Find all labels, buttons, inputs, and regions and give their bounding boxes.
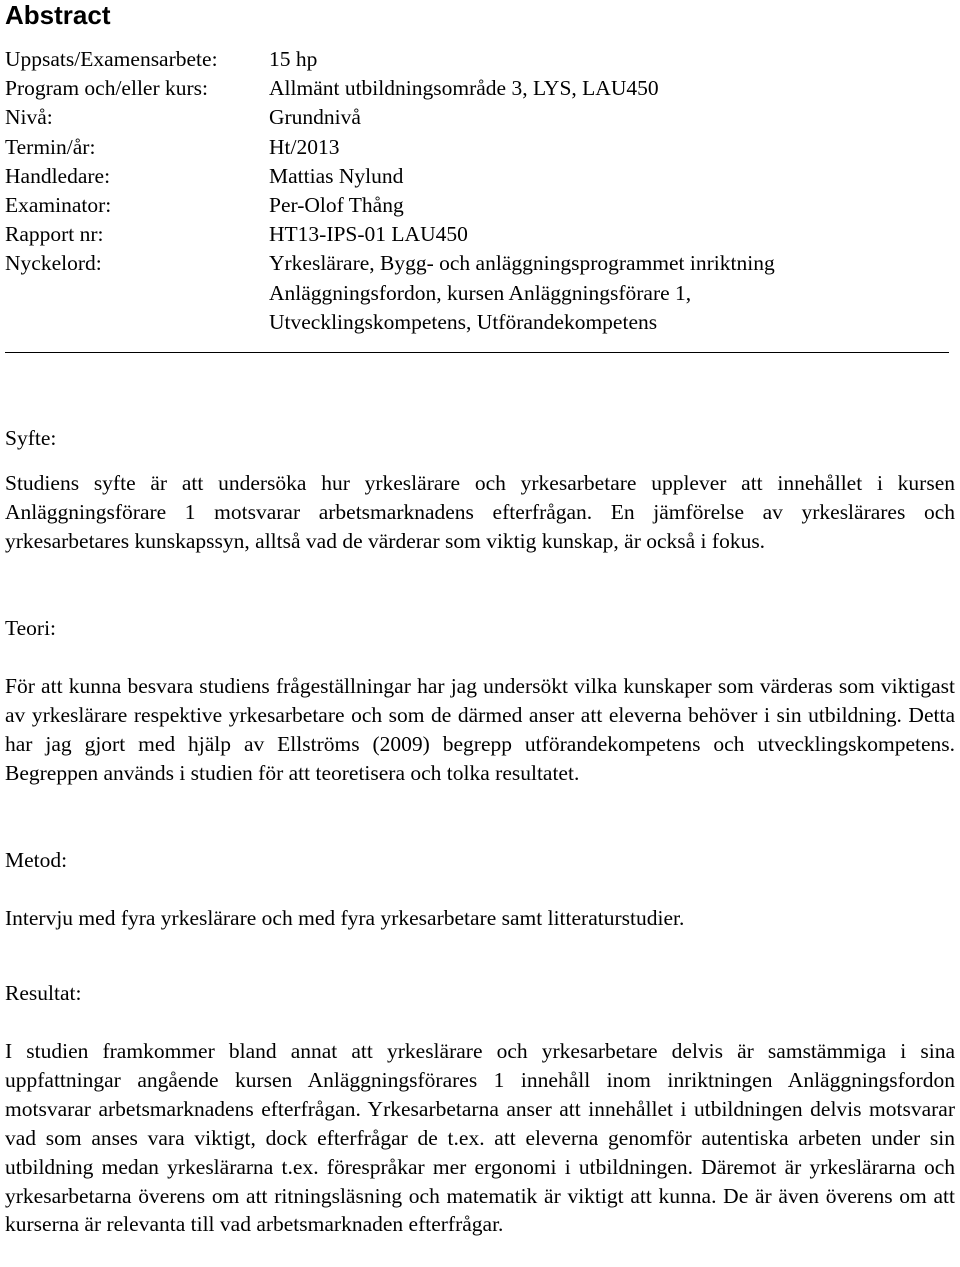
meta-row-examinator <box>5 191 955 220</box>
meta-label: Nivå: <box>5 105 53 130</box>
meta-value: Mattias Nylund <box>269 163 404 188</box>
horizontal-divider <box>5 352 949 353</box>
meta-row-nyckelord <box>5 249 955 337</box>
meta-value: Allmänt utbildningsområde 3, LYS, LAU450 <box>269 76 659 101</box>
meta-label: Rapport nr: <box>5 222 104 247</box>
meta-value: Ht/2013 <box>269 134 340 159</box>
syfte-paragraph: Studiens syfte är att undersöka hur yrkeslärare och yrkesarbetare upplever att innehållet i kursen Anläggningsförare 1 motsvarar arbetsmarknadens efterfrågan. En jämförelse av yrkeslärares och yrkesarbetares kunskapssyn, alltså vad de värderar som viktig kunskap, är också i fokus. <box>5 471 955 553</box>
meta-label: Termin/år: <box>5 134 96 159</box>
meta-label: Nyckelord: <box>5 251 102 276</box>
teori-paragraph: För att kunna besvara studiens frågeställningar har jag undersökt vilka kunskaper som värderas som viktigast av yrkeslärare respektive yrkesarbetare och som de därmed anser att eleverna behöver i sin utbildning. Detta har jag gjort med hjälp av Ellströms (2009) begrepp utförandekompetens och utvecklingskompetens. Begreppen används i studien för att teoretisera och tolka resultatet. <box>5 674 955 785</box>
meta-label: Examinator: <box>5 193 112 218</box>
keywords-line: Utvecklingskompetens, Utförandekompetens <box>269 309 658 334</box>
meta-value: Per-Olof Thång <box>269 193 404 218</box>
resultat-paragraph: I studien framkommer bland annat att yrkeslärare och yrkesarbetare delvis är samstämmiga i sina uppfattningar angående kursen Anläggningsförares 1 innehåll inom inriktningen Anläggningsfordon motsvarar arbetsmarknadens efterfrågan. Yrkesarbetarna anser att innehållet i utbildningen delvis motsvarar vad som anses vara viktigt, dock efterfrågar de t.ex. att eleverna genomför autentiska arbeten under sin utbildning medan yrkeslärarna t.ex. förespråkar mer ergonomi i utbildningen. Däremot är yrkeslärarna och yrkesarbetarna överens om att ritningsläsning och matematik är viktigt att kunna. De är även överens om att kurserna är relevanta till vad arbetsmarknaden efterfrågar. <box>5 1039 955 1237</box>
page-title: Abstract <box>5 0 111 30</box>
keywords-line: Yrkeslärare, Bygg- och anläggningsprogrammet inriktning <box>269 251 775 276</box>
meta-value: 15 hp <box>269 47 318 71</box>
metod-paragraph: Intervju med fyra yrkeslärare och med fyra yrkesarbetare samt litteraturstudier. <box>5 906 685 930</box>
metadata-table <box>5 45 955 337</box>
meta-row-niva <box>5 103 955 132</box>
syfte-heading: Syfte: <box>5 426 57 450</box>
meta-value: HT13-IPS-01 LAU450 <box>269 222 468 247</box>
keywords-value <box>269 249 955 337</box>
meta-row-uppsats <box>5 45 955 74</box>
meta-row-rapport <box>5 220 955 249</box>
meta-row-program <box>5 74 955 103</box>
teori-heading: Teori: <box>5 616 57 640</box>
meta-row-termin <box>5 133 955 162</box>
metod-heading: Metod: <box>5 848 68 872</box>
meta-label: Handledare: <box>5 163 111 188</box>
keywords-line: Anläggningsfordon, kursen Anläggningsförare 1, <box>269 280 692 305</box>
meta-value: Grundnivå <box>269 105 361 130</box>
resultat-heading: Resultat: <box>5 981 82 1005</box>
meta-label: Program och/eller kurs: <box>5 76 209 101</box>
meta-row-handledare <box>5 162 955 191</box>
meta-label: Uppsats/Examensarbete: <box>5 47 218 71</box>
